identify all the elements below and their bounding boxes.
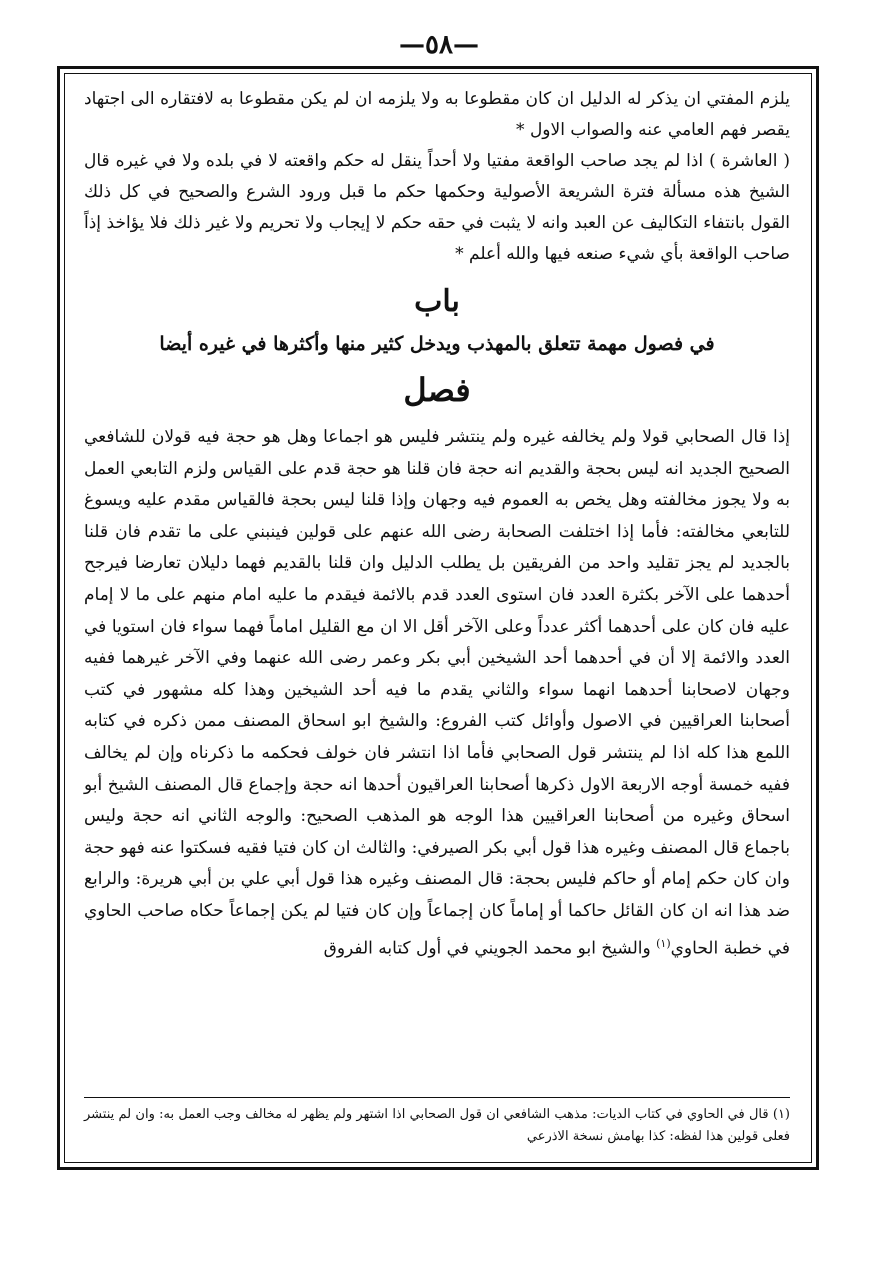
chapter-title: باب: [414, 284, 460, 319]
footnote-marker: (١): [656, 936, 671, 950]
page-number: —٥٨—: [399, 30, 479, 60]
footnote: (١) قال في الحاوي في كتاب الديات: مذهب الشافعي ان قول الصحابي اذا اشتهر ولم يظهر له مخالف وجب العمل به: وان لم ينتشر فعلى قولين هذا لفظه: كذا بهامش نسخة الاذرعي: [84, 1107, 790, 1144]
footnote-divider: [84, 1097, 790, 1098]
section-body: [84, 422, 790, 965]
intro-paragraph-2: ( العاشرة ) اذا لم يجد صاحب الواقعة مفتيا ولا أحداً ينقل له حكم واقعته لا في بلده ولا في غيره قال الشيخ هذه مسألة فترة الشريعة الأصولية وحكمها حكم ما قبل ورود الشرع والصحيح في كل ذلك القول بانتفاء التكاليف عن العبد وانه لا يثبت في حقه حكم لا إيجاب ولا تحريم ولا غير ذلك فلا يؤاخذ إذاً صاحب الواقعة بأي شيء صنعه فيها والله أعلم *: [84, 151, 790, 264]
section-title: فصل: [403, 371, 471, 409]
section-body-text: إذا قال الصحابي قولا ولم يخالفه غيره ولم ينتشر فليس هو اجماعا وهل هو حجة فيه قولان للشافعي الصحيح الجديد انه ليس بحجة والقديم انه حجة فان قلنا هو حجة قدم على القياس ولزم التابعي العمل به ولا يجوز مخالفته وهل يخص به العموم فيه وجهان وإذا قلنا ليس بحجة فالقياس مقدم عليه ويسوغ للتابعي مخالفته: فأما إذا اختلفت الصحابة رضى الله عنهم على قولين فينبني على ما تقدم فان قلنا بالجديد لم يجز تقليد واحد من الفريقين بل يطلب الدليل وان قلنا بالقديم فهما دليلان تعارضا فيرجح أحدهما على الآخر بكثرة العدد فان استوى العدد قدم بالائمة فيقدم ما عليه امام منهم على ما لا إمام عليه فان كان على أحدهما أكثر عدداً وعلى الآخر أقل الا ان مع القليل اماماً فهما سواء فان استويا في العدد والائمة إلا أن في أحدهما أحد الشيخين أبي بكر وعمر رضى الله عنهما وفي الآخر غيرهما ففيه وجهان لاصحابنا أحدهما انهما سواء والثاني يقدم ما فيه أحد الشيخين وهذا كله مشهور في كتب أصحابنا العراقيين في الاصول وأوائل كتب الفروع: والشيخ ابو اسحاق المصنف ممن ذكره في كتابه اللمع هذا كله اذا لم ينتشر قول الصحابي فأما اذا انتشر فان خولف فحكمه ما ذكرناه وإن لم يخالف ففيه خمسة أوجه الاربعة الاول ذكرها أصحابنا العراقيون أحدها انه حجة وإجماع قال المصنف الشيخ أبو اسحاق وغيره من أصحابنا العراقيين هذا الوجه هو المذهب الصحيح: والوجه الثاني انه حجة وليس باجماع قال المصنف وغيره هذا قول أبي بكر الصيرفي: والثالث ان كان فتيا فقيه فسكتوا عنه فهو حجة وان كان حكم إمام أو حاكم فليس بحجة: قال المصنف وغيره هذا قول أبي علي بن أبي هريرة: والرابع ضد هذا انه ان كان القائل حاكما أو إماماً كان إجماعاً وإن كان فتيا لم يكن إجماعاً حكاه صاحب الحاوي في خطبة الحاوي: [84, 427, 790, 959]
main-text-block: [84, 84, 790, 965]
chapter-subtitle: في فصول مهمة تتعلق بالمهذب ويدخل كثير منها وأكثرها في غيره أيضا: [159, 333, 715, 355]
intro-paragraph-1: يلزم المفتي ان يذكر له الدليل ان كان مقطوعا به ولا يلزمه ان لم يكن مقطوعا به لافتقاره الى اجتهاد يقصر فهم العامي عنه والصواب الاول *: [84, 89, 790, 140]
section-body-text-end: والشيخ ابو محمد الجويني في أول كتابه الفروق: [323, 938, 657, 959]
